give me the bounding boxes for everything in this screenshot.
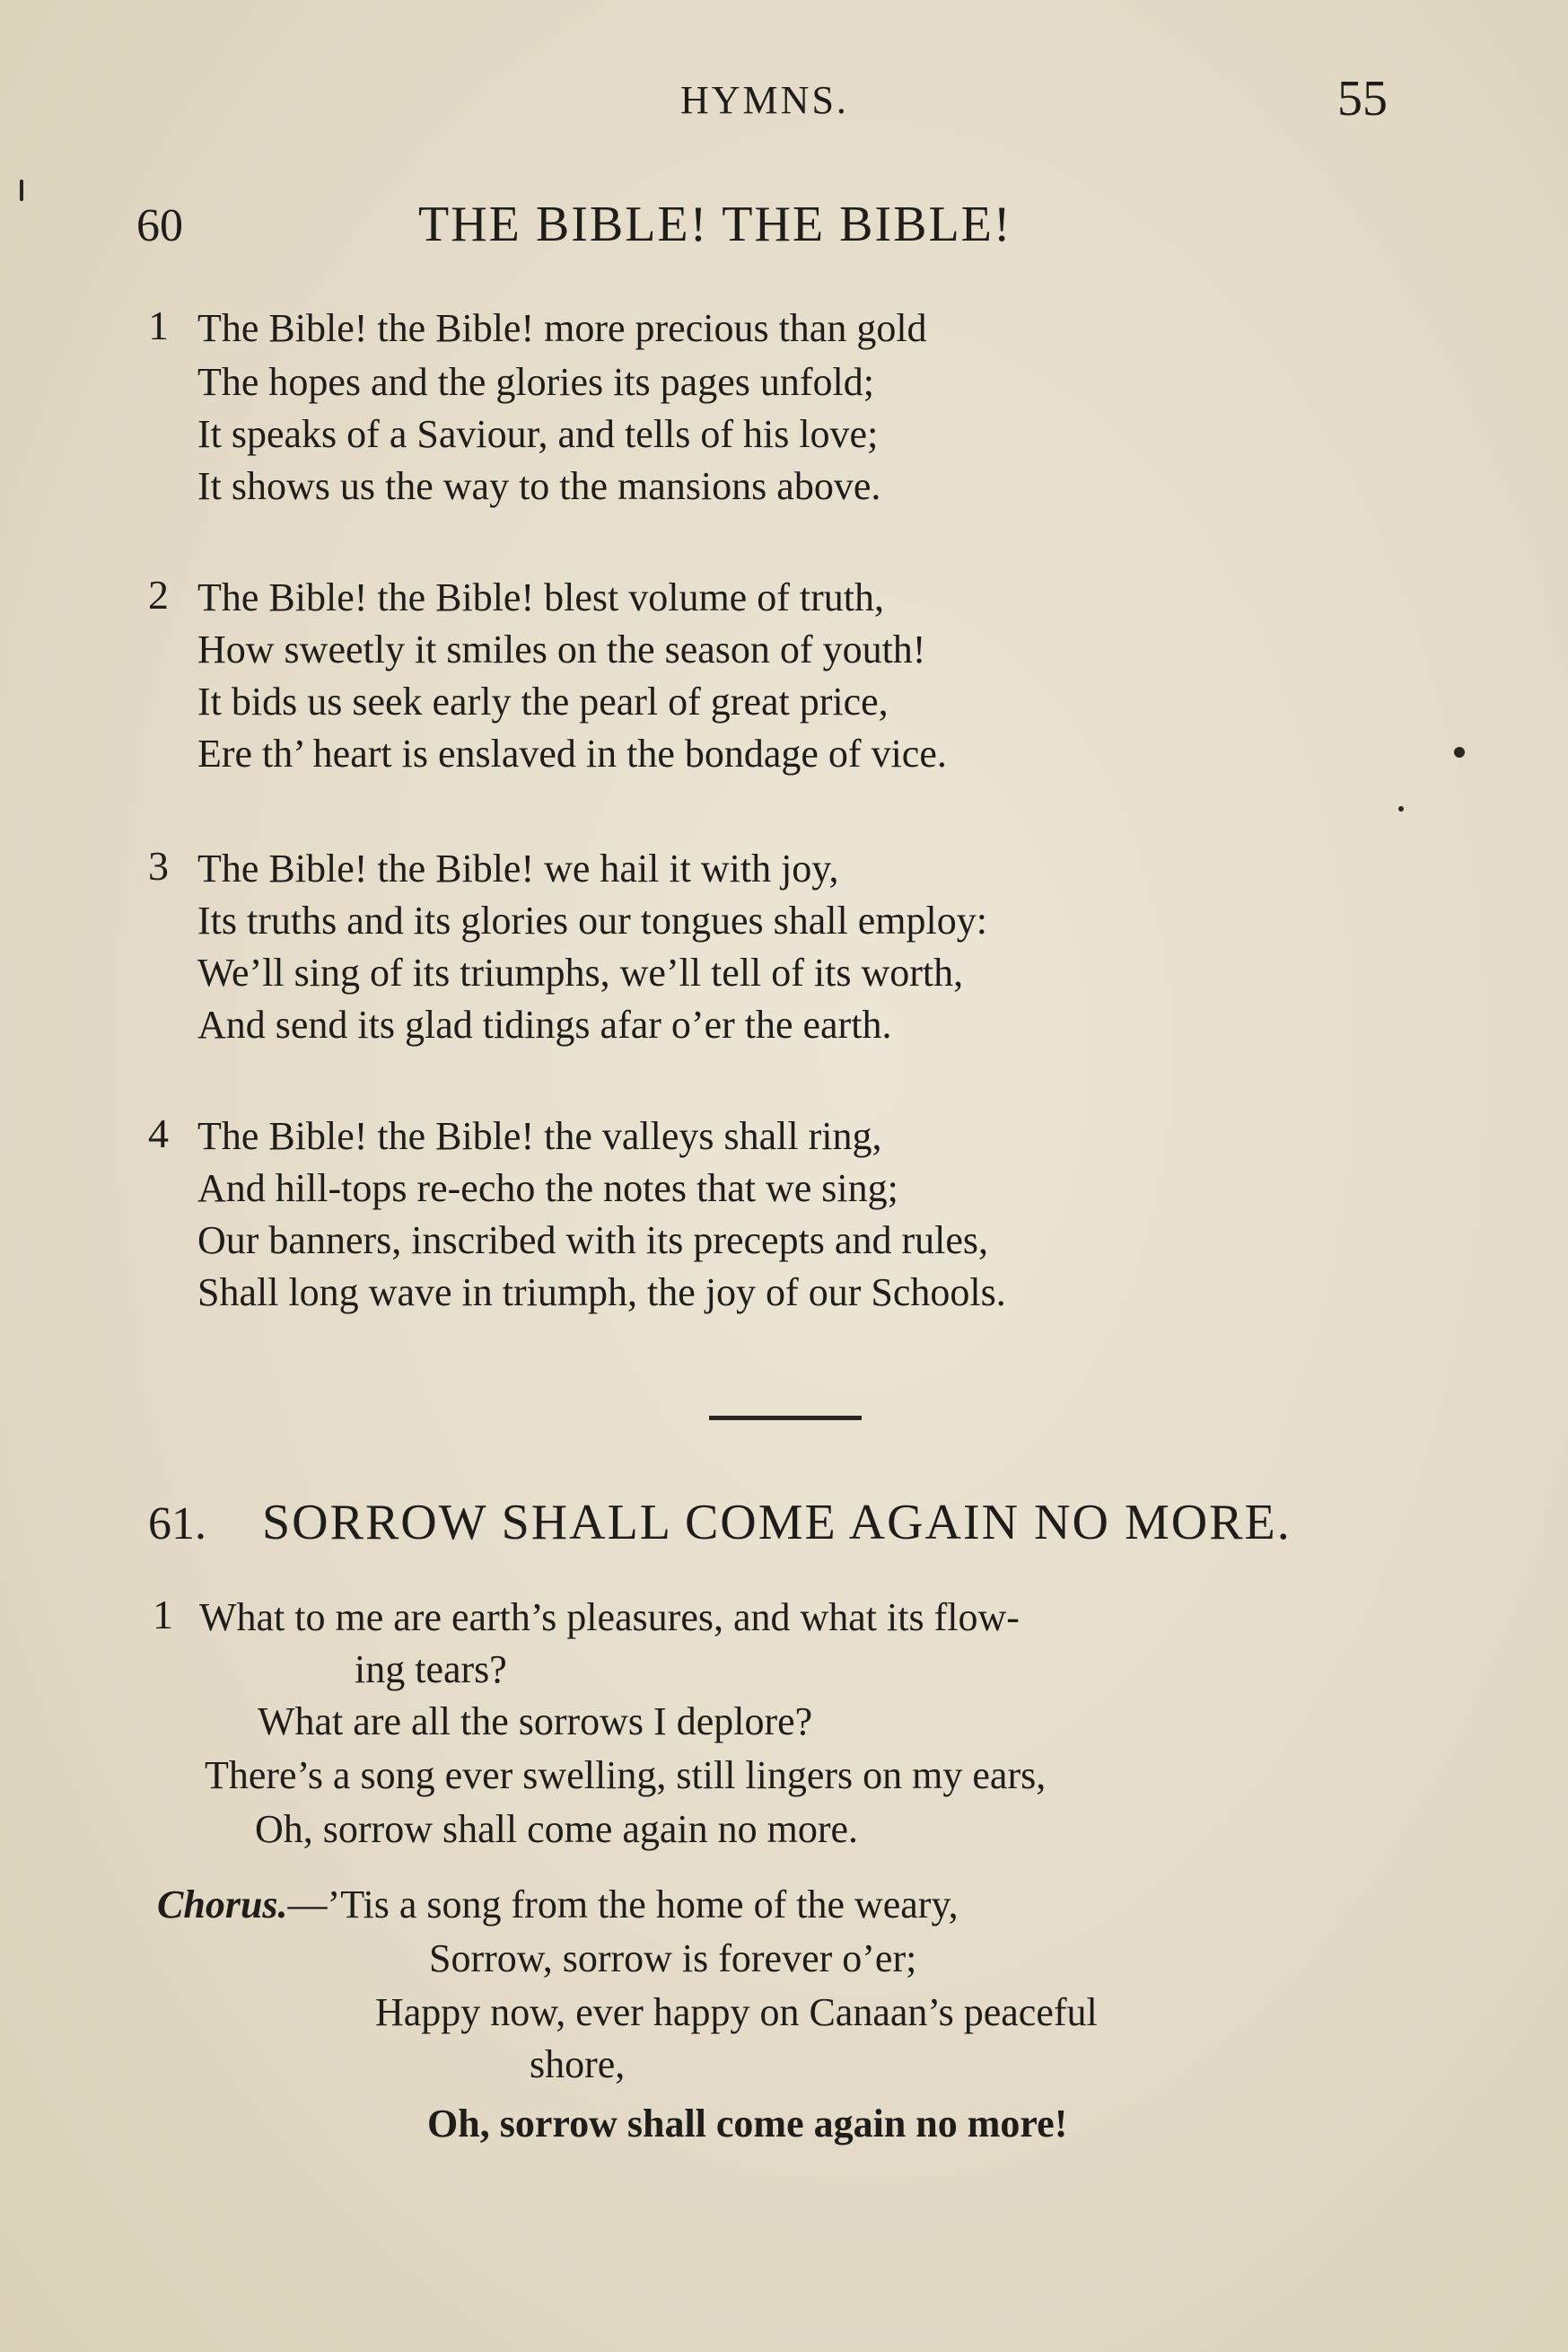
hymn-number: 61. xyxy=(148,1498,206,1549)
verse-line: The hopes and the glories its pages unfold; xyxy=(197,360,874,404)
hymn-number: 60 xyxy=(136,200,183,251)
section-divider xyxy=(709,1416,862,1420)
verse-line: Oh, sorrow shall come again no more. xyxy=(255,1807,859,1851)
verse-number: 1 xyxy=(148,303,169,348)
verse-line: How sweetly it smiles on the season of youth! xyxy=(197,627,926,671)
ink-speck xyxy=(1398,806,1404,812)
ink-speck xyxy=(1454,747,1465,758)
running-head: HYMNS. xyxy=(680,78,849,122)
verse-line: It speaks of a Saviour, and tells of his love; xyxy=(197,412,879,456)
verse-line: The Bible! the Bible! we hail it with joy, xyxy=(197,847,839,891)
verse-line: The Bible! the Bible! blest volume of truth, xyxy=(197,575,884,619)
ink-speck xyxy=(20,180,23,201)
verse-line: Its truths and its glories our tongues shall employ: xyxy=(197,899,987,943)
verse-number: 3 xyxy=(148,843,169,889)
hymn-title: SORROW SHALL COME AGAIN NO MORE. xyxy=(262,1495,1292,1550)
chorus-first-line xyxy=(157,1878,959,1932)
chorus-label: Chorus. xyxy=(157,1882,288,1926)
verse-line: It bids us seek early the pearl of great price, xyxy=(197,680,889,724)
verse-number: 4 xyxy=(148,1110,169,1156)
chorus-line: shore, xyxy=(530,2042,626,2086)
chorus-line: Oh, sorrow shall come again no more! xyxy=(427,2102,1068,2146)
verse-line: It shows us the way to the mansions above. xyxy=(197,464,881,508)
verse-line: What are all the sorrows I deplore? xyxy=(258,1699,813,1743)
verse-line: ing tears? xyxy=(355,1647,507,1691)
verse-line: And hill-tops re-echo the notes that we sing; xyxy=(197,1166,898,1210)
chorus-line: Sorrow, sorrow is forever o’er; xyxy=(429,1936,917,1980)
chorus-line: —’Tis a song from the home of the weary, xyxy=(287,1882,959,1926)
verse-line: Our banners, inscribed with its precepts and rules, xyxy=(197,1218,988,1262)
verse-line: The Bible! the Bible! more precious than gold xyxy=(197,306,927,350)
page-number: 55 xyxy=(1337,71,1388,127)
verse-line: Shall long wave in triumph, the joy of our Schools. xyxy=(197,1270,1006,1314)
chorus-line: Happy now, ever happy on Canaan’s peaceful xyxy=(375,1990,1098,2034)
verse-line: And send its glad tidings afar o’er the earth. xyxy=(197,1003,892,1047)
hymn-title: THE BIBLE! THE BIBLE! xyxy=(418,197,1012,252)
verse-line: What to me are earth’s pleasures, and what its flow- xyxy=(199,1595,1020,1639)
verse-line: We’ll sing of its triumphs, we’ll tell of its worth, xyxy=(197,951,964,995)
verse-line: There’s a song ever swelling, still lingers on my ears, xyxy=(205,1753,1047,1797)
verse-number: 1 xyxy=(153,1592,173,1637)
verse-line: The Bible! the Bible! the valleys shall ring, xyxy=(197,1114,882,1158)
verse-number: 2 xyxy=(148,572,169,618)
verse-line: Ere th’ heart is enslaved in the bondage of vice. xyxy=(197,732,947,776)
